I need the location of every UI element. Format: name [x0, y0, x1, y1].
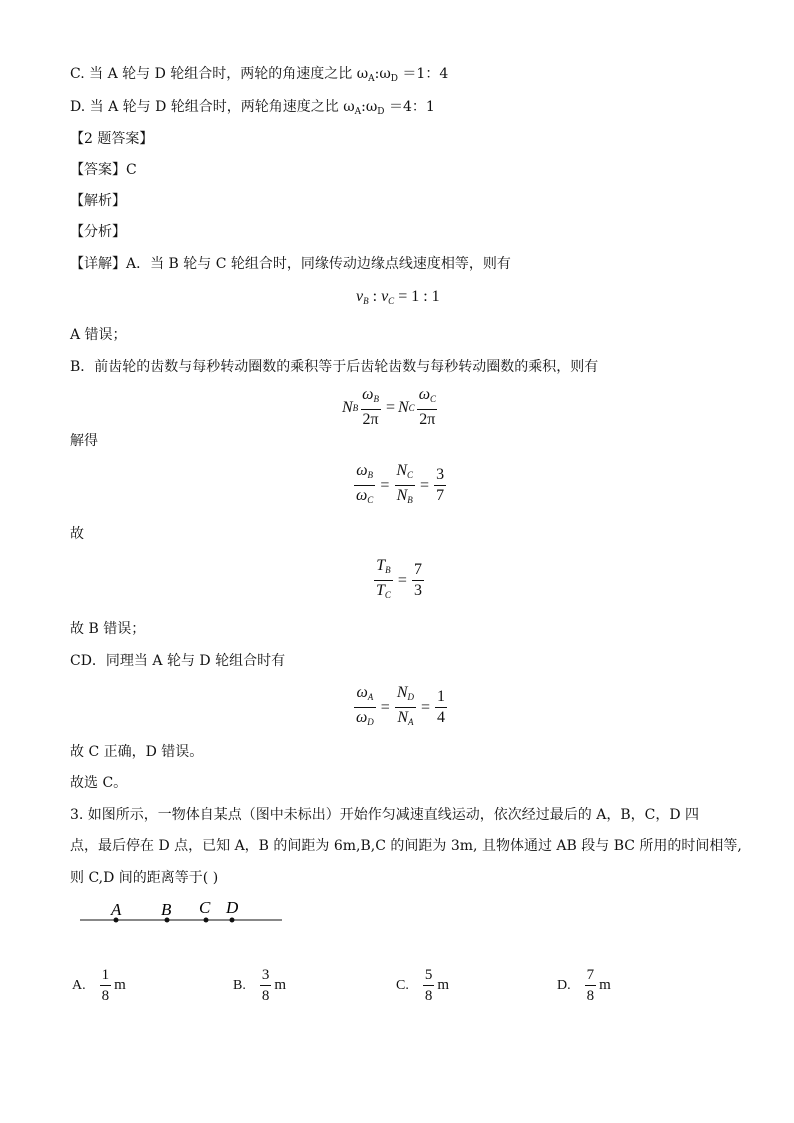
- motion-line-diagram: [70, 896, 300, 936]
- b-explanation-text: B．前齿轮的齿数与每秒转动圈数的乘积等于后齿轮齿数与每秒转动圈数的乘积，则有: [70, 359, 599, 375]
- answer-line: 【答案】C: [70, 162, 137, 178]
- option-c[interactable]: C. $\frac{5}{8}$ m: [396, 967, 450, 1004]
- point-b-label: B: [161, 900, 172, 919]
- gear-equation-formula: N B $\frac{\omega_B}{2\pi}$ = N C $\frac{\omega_C}{2\pi}$: [342, 386, 436, 428]
- jiede-text: 解得: [70, 433, 98, 449]
- ad-ratio-formula: $\frac{\omega_A}{\omega_D}$ = $\frac{N_D}{N_A}$ = $\frac{1}{4}$: [352, 684, 449, 731]
- question-3-line-3: 则 C,D 间的距离等于( ): [70, 870, 219, 886]
- option-b[interactable]: B. $\frac{3}{8}$ m: [233, 967, 287, 1004]
- analysis-heading: 【解析】: [70, 193, 126, 209]
- velocity-ratio-formula: $v_B$ : $v_C = 1$ : 1: [356, 288, 440, 306]
- gu-text: 故: [70, 526, 84, 542]
- option-a[interactable]: A. $\frac{1}{8}$ m: [72, 967, 126, 1004]
- option-c-text: C. 当 A 轮与 D 轮组合时，两轮的角速度之比 ω: [70, 66, 369, 82]
- fenxi-heading: 【分析】: [70, 224, 126, 240]
- option-c-sub-d: D: [390, 74, 398, 84]
- detail-a-text: 【详解】A．当 B 轮与 C 轮组合时，同缘传动边缘点线速度相等，则有: [70, 256, 511, 272]
- answer-header: 【2 题答案】: [70, 131, 154, 147]
- a-wrong-text: A 错误；: [70, 327, 127, 343]
- b-wrong-text: 故 B 错误；: [70, 621, 146, 637]
- option-d-text: D. 当 A 轮与 D 轮组合时，两轮角速度之比 ω: [70, 99, 355, 115]
- option-d[interactable]: D. $\frac{7}{8}$ m: [557, 967, 611, 1004]
- cd-explanation-text: CD．同理当 A 轮与 D 轮组合时有: [70, 653, 286, 669]
- c-correct-text: 故 C 正确，D 错误。: [70, 744, 204, 760]
- point-d-dot: [230, 918, 235, 923]
- point-c-dot: [204, 918, 209, 923]
- choose-text: 故选 C。: [70, 775, 128, 791]
- option-c-mid: :ω: [374, 66, 391, 82]
- option-d-line: [70, 97, 435, 122]
- option-d-sub-a: A: [354, 107, 362, 117]
- point-c-label: C: [199, 898, 211, 917]
- option-d-value: ＝4：1: [384, 99, 435, 115]
- option-c-sub-a: A: [368, 74, 375, 84]
- omega-ratio-formula: $\frac{\omega_B}{\omega_C}$ = $\frac{N_C}{N_B}$ = $\frac{3}{7}$: [352, 462, 448, 509]
- option-d-mid: :ω: [361, 99, 378, 115]
- question-3-line-1: 3. 如图所示，一物体自某点（图中未标出）开始作匀减速直线运动，依次经过最后的 A，B，C，D 四: [70, 807, 700, 823]
- point-a-label: A: [111, 900, 122, 919]
- option-c-line: [70, 64, 448, 89]
- option-d-sub-d: D: [377, 107, 385, 117]
- option-c-value: ＝1：4: [397, 66, 449, 82]
- point-d-label: D: [226, 898, 239, 917]
- period-ratio-formula: $\frac{T_B}{T_C}$ = $\frac{7}{3}$: [372, 557, 426, 604]
- question-3-line-2: 点，最后停在 D 点，已知 A，B 的间距为 6m,B,C 的间距为 3m, 且物体通过 AB 段与 BC 所用的时间相等,: [70, 838, 742, 854]
